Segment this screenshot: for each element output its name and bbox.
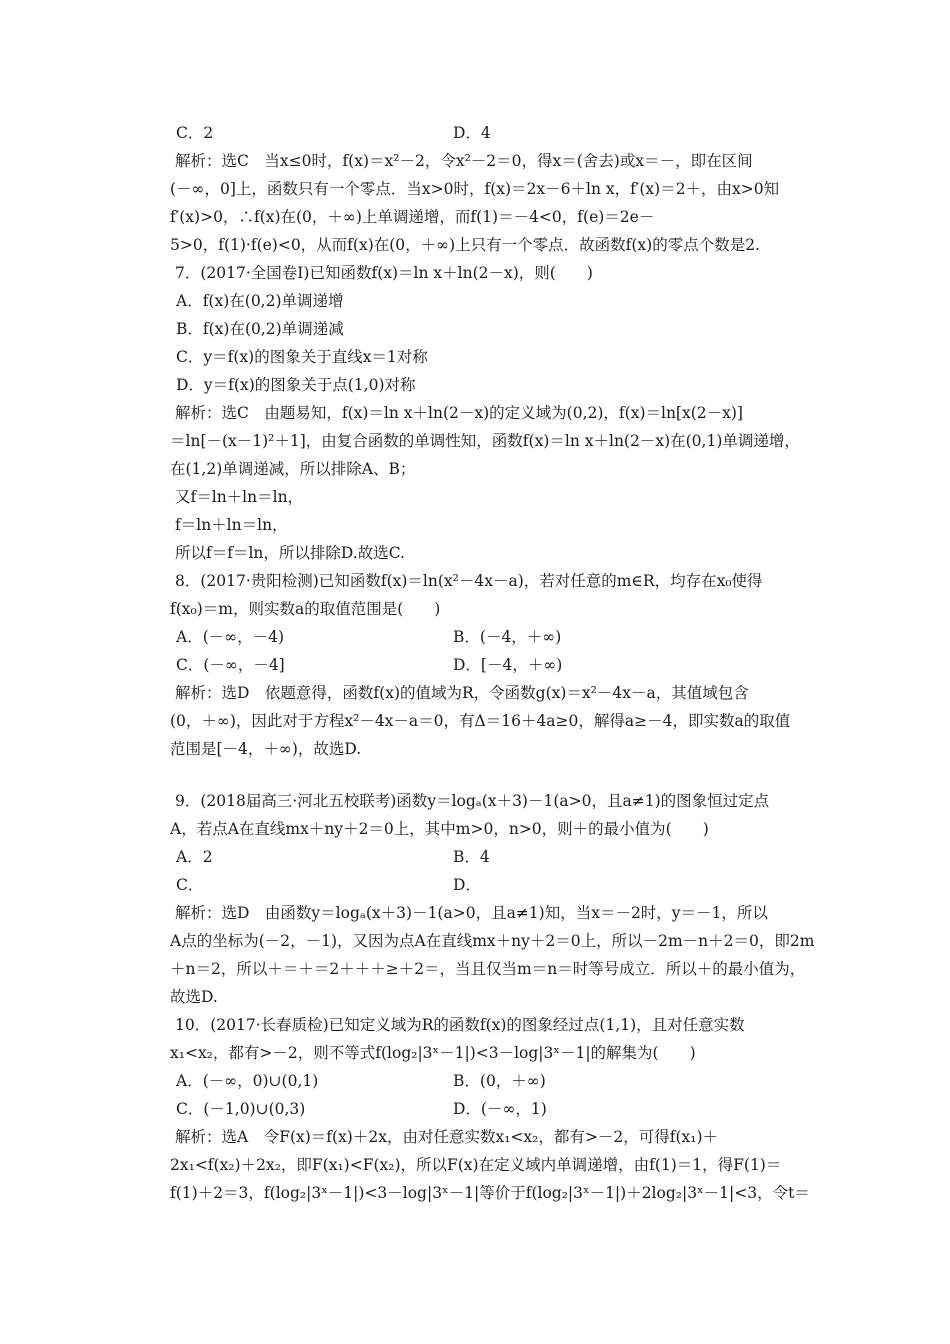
question-10: x₁<x₂，都有>－2，则不等式f(log₂|3ˣ－1|)<3－log|3ˣ－1|的解集为( ) [170, 1044, 696, 1062]
option-d: D．[－4，＋∞) [453, 656, 563, 674]
solution-text: (0，＋∞)，因此对于方程x²－4x－a＝0，有Δ＝16＋4a≥0，解得a≥－4，即实数a的取值 [170, 712, 791, 730]
solution-text: 范围是[－4，＋∞)，故选D. [170, 740, 362, 758]
solution-text: 解析：选C 当x≤0时，f(x)＝x²－2，令x²－2＝0，得x＝(舍去)或x＝－，即在区间 [175, 152, 753, 170]
option-b: B．(－4，＋∞) [453, 628, 562, 646]
solution-text: A点的坐标为(－2，－1)，又因为点A在直线mx＋ny＋2＝0上，所以－2m－n＋2＝0，即2m [170, 932, 815, 950]
option-a: A．(－∞，0)∪(0,1) [176, 1072, 319, 1090]
question-8: 8．(2017·贵阳检测)已知函数f(x)＝ln(x²－4x－a)，若对任意的m∈R，均存在x₀使得 [175, 572, 763, 590]
option-a: A．(－∞，－4) [176, 628, 285, 646]
option-b: B．4 [453, 848, 490, 866]
option-a: A．2 [176, 848, 213, 866]
solution-text: ＋n＝2，所以＋＝＋＝2＋＋＋≥＋2＝，当且仅当m＝n＝时等号成立．所以＋的最小值为， [170, 960, 806, 978]
solution-text: (－∞，0]上，函数只有一个零点．当x>0时，f(x)＝2x－6＋ln x，f′(x)＝2＋，由x>0知 [170, 180, 780, 198]
option-c: C． [176, 876, 204, 894]
question-9: A，若点A在直线mx＋ny＋2＝0上，其中m>0，n>0，则＋的最小值为( ) [170, 820, 709, 838]
solution-text: 又f＝ln＋ln＝ln， [175, 488, 304, 506]
question-8: f(x₀)＝m，则实数a的取值范围是( ) [170, 600, 441, 618]
option-b: B．(0，＋∞) [453, 1072, 546, 1090]
question-9: 9．(2018届高三·河北五校联考)函数y＝logₐ(x＋3)－1(a>0，且a≠1)的图象恒过定点 [175, 792, 770, 810]
option-d: D．y＝f(x)的图象关于点(1,0)对称 [176, 376, 416, 394]
option-b: B．f(x)在(0,2)单调递减 [176, 320, 344, 338]
option-a: A．f(x)在(0,2)单调递增 [176, 292, 344, 310]
solution-text: 解析：选D 依题意得，函数f(x)的值域为R，令函数g(x)＝x²－4x－a，其值域包含 [175, 684, 749, 702]
solution-text: ＝ln[－(x－1)²＋1]，由复合函数的单调性知，函数f(x)＝ln x＋ln(2－x)在(0,1)单调递增， [170, 432, 800, 450]
solution-text: 5>0，f(1)·f(e)<0，从而f(x)在(0，＋∞)上只有一个零点．故函数f(x)的零点个数是2. [170, 236, 760, 254]
option-c: C．y＝f(x)的图象关于直线x＝1对称 [176, 348, 428, 366]
option-d: D． [453, 876, 481, 894]
solution-text: 解析：选C 由题易知，f(x)＝ln x＋ln(2－x)的定义域为(0,2)，f(x)＝ln[x(2－x)] [175, 404, 743, 422]
solution-text: 2x₁<f(x₂)＋2x₂，即F(x₁)<F(x₂)，所以F(x)在定义域内单调递增，由f(1)＝1，得F(1)＝ [170, 1156, 782, 1174]
solution-text: 在(1,2)单调递减，所以排除A、B； [170, 460, 416, 478]
solution-text: f＝ln＋ln＝ln， [175, 516, 288, 534]
solution-text: f(1)＋2＝3，f(log₂|3ˣ－1|)<3－log|3ˣ－1|等价于f(log₂|3ˣ－1|)＋2log₂|3ˣ－1|<3，令t＝ [170, 1184, 810, 1202]
question-10: 10．(2017·长春质检)已知定义域为R的函数f(x)的图象经过点(1,1)，且对任意实数 [175, 1016, 745, 1034]
option-d: D．(－∞，1) [453, 1100, 547, 1118]
solution-text: 解析：选A 令F(x)＝f(x)＋2x，由对任意实数x₁<x₂，都有>－2，可得f(x₁)＋ [175, 1128, 718, 1146]
option-d: D．4 [453, 124, 491, 142]
solution-text: 所以f＝f＝ln，所以排除D.故选C. [175, 544, 405, 562]
option-c: C．(－∞，－4] [176, 656, 285, 674]
solution-text: 故选D. [170, 988, 218, 1006]
question-7: 7．(2017·全国卷Ⅰ)已知函数f(x)＝ln x＋ln(2－x)，则( ) [175, 264, 593, 282]
option-c: C．(－1,0)∪(0,3) [176, 1100, 306, 1118]
option-c: C．2 [176, 124, 214, 142]
solution-text: f′(x)>0，∴f(x)在(0，＋∞)上单调递增，而f(1)＝－4<0，f(e)＝2e－ [170, 208, 655, 226]
solution-text: 解析：选D 由函数y＝logₐ(x＋3)－1(a>0，且a≠1)知，当x＝－2时，y＝－1，所以 [175, 904, 768, 922]
